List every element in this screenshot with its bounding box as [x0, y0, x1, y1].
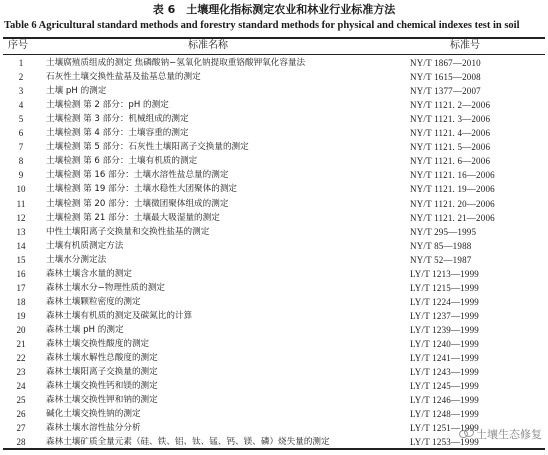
- standard-name: 森林土壤 pH 的测定: [46, 324, 124, 335]
- standard-number: NY/T 1121. 4—2006: [410, 128, 491, 139]
- table-row: [0, 365, 548, 379]
- table-row: [0, 323, 548, 337]
- table-row: [0, 112, 548, 126]
- table-row: [0, 309, 548, 323]
- table-row: [0, 295, 548, 309]
- standard-number: LY/T 1253—1999: [410, 437, 479, 448]
- watermark: [459, 425, 542, 443]
- standard-name: 森林土壤颗粒密度的测定: [46, 296, 141, 307]
- standard-number: NY/T 1377—2007: [410, 86, 481, 97]
- standard-name: 森林土壤水分−物理性质的测定: [46, 282, 165, 293]
- table-row: [0, 407, 548, 421]
- header-name: 标准名称: [188, 40, 228, 51]
- table-row: [0, 393, 548, 407]
- row-number: 24: [16, 381, 26, 392]
- standard-name: 森林土壤含水量的测定: [46, 268, 132, 279]
- header-no: 序号: [8, 40, 28, 51]
- standard-name: 土壤检测 第 20 部分：土壤微团聚体组成的测定: [46, 198, 229, 209]
- standard-name: 森林土壤交换性钙和镁的测定: [46, 381, 158, 392]
- row-number: 27: [16, 423, 26, 434]
- standard-name: 土壤检测 第 4 部分：土壤容重的测定: [46, 128, 189, 139]
- row-number: 5: [18, 114, 24, 125]
- row-number: 17: [16, 282, 26, 293]
- standard-name: 森林土壤水解性总酸度的测定: [46, 353, 158, 364]
- standard-number: NY/T 1121. 6—2006: [410, 156, 491, 167]
- standard-name: 森林土壤阳离子交换量的测定: [46, 367, 158, 378]
- row-number: 21: [16, 339, 26, 349]
- table-row: [0, 154, 548, 168]
- standard-name: 土壤检测 第 19 部分：土壤水稳性大团聚体的测定: [46, 184, 238, 195]
- table-row: [0, 56, 548, 70]
- row-number: 15: [16, 254, 26, 265]
- standard-number: NY/T 1121. 16—2006: [410, 170, 495, 181]
- standard-name: 土壤检测 第 2 部分：pH 的测定: [46, 100, 169, 111]
- row-number: 28: [16, 437, 26, 448]
- row-number: 25: [16, 395, 26, 406]
- table-row: [0, 197, 548, 211]
- standard-number: LY/T 1237—1999: [410, 310, 479, 321]
- standard-name: 土壤检测 第 16 部分：土壤水溶性盐总量的测定: [46, 170, 229, 181]
- standard-name: 碱化土壤交换性钠的测定: [46, 409, 141, 420]
- row-number: 13: [16, 226, 26, 237]
- standard-number: NY/T 1121. 3—2006: [410, 114, 491, 125]
- standard-name: 土壤检测 第 21 部分：土壤最大吸湿量的测定: [46, 212, 220, 223]
- chat-bubbles-icon: [459, 428, 473, 440]
- table-row: [0, 253, 548, 267]
- standard-number: NY/T 1121. 2—2006: [410, 100, 491, 111]
- table-title-cn: 表 6 土壤理化指标测定农业和林业行业标准方法: [152, 3, 396, 16]
- table-row: [0, 70, 548, 84]
- row-number: 26: [16, 409, 26, 420]
- row-number: 22: [16, 353, 26, 364]
- table-row: [0, 239, 548, 253]
- row-number: 7: [18, 142, 24, 153]
- row-number: 10: [16, 184, 26, 195]
- row-number: 9: [18, 170, 24, 181]
- standard-name: 森林土壤水溶性盐分分析: [46, 423, 141, 434]
- row-number: 4: [18, 100, 24, 111]
- standard-number: NY/T 1121. 21—2006: [410, 212, 495, 223]
- table-title-en: Table 6 Agricultural standard methods and forestry standard methods for physical and chemical indexes test in soil: [4, 20, 520, 31]
- row-number: 23: [16, 367, 26, 378]
- standard-number: NY/T 85—1988: [410, 240, 472, 251]
- standard-number: NY/T 1121. 5—2006: [410, 142, 491, 153]
- standard-number: NY/T 1615—2008: [410, 72, 481, 83]
- standard-number: LY/T 1251—1999: [410, 423, 479, 434]
- standard-name: 土壤检测 第 3 部分：机械组成的测定: [46, 114, 189, 125]
- standard-number: NY/T 1121. 20—2006: [410, 198, 495, 209]
- row-number: 20: [16, 324, 26, 335]
- standard-number: LY/T 1248—1999: [410, 409, 479, 420]
- table-header: [0, 38, 548, 54]
- standard-number: LY/T 1240—1999: [410, 339, 479, 349]
- table-row: [0, 337, 548, 351]
- standard-number: LY/T 1246—1999: [410, 395, 479, 406]
- header-std: 标准号: [450, 40, 480, 51]
- standard-number: LY/T 1245—1999: [410, 381, 479, 392]
- row-number: 6: [18, 128, 24, 139]
- row-number: 11: [16, 198, 26, 209]
- standard-number: NY/T 295—1995: [410, 226, 477, 237]
- standard-name: 土壤检测 第 6 部分：土壤有机质的测定: [46, 156, 198, 167]
- table-row: [0, 168, 548, 182]
- standard-name: 土壤检测 第 5 部分：石灰性土壤阳离子交换量的测定: [46, 142, 249, 153]
- standard-name: 土壤水分测定法: [46, 254, 107, 265]
- standard-name: 森林土壤交换性钾和钠的测定: [46, 395, 158, 406]
- table-row: [0, 267, 548, 281]
- row-number: 8: [18, 156, 24, 167]
- row-number: 18: [16, 296, 26, 307]
- row-number: 14: [16, 240, 26, 251]
- standard-number: NY/T 1867—2010: [410, 58, 481, 68]
- standard-name: 森林土壤交换性酸度的测定: [46, 339, 150, 349]
- row-number: 1: [18, 58, 24, 68]
- bottom-rule: [3, 448, 545, 450]
- standard-name: 森林土壤矿质全量元素（硅、铁、铝、钛、锰、钙、镁、磷）烧失量的测定: [46, 437, 330, 448]
- row-number: 2: [18, 72, 24, 83]
- table-row: [0, 351, 548, 365]
- standard-name: 石灰性土壤交换性盐基及盐基总量的测定: [46, 72, 201, 83]
- standard-name: 土壤有机质测定方法: [46, 240, 124, 251]
- table-row: [0, 182, 548, 196]
- standard-number: LY/T 1213—1999: [410, 268, 479, 279]
- table-row: [0, 225, 548, 239]
- standard-number: NY/T 1121. 19—2006: [410, 184, 495, 195]
- standard-number: LY/T 1239—1999: [410, 324, 479, 335]
- table-row: [0, 379, 548, 393]
- standard-number: LY/T 1241—1999: [410, 353, 479, 364]
- table-row: [0, 140, 548, 154]
- row-number: 3: [18, 86, 24, 97]
- standard-name: 森林土壤有机质的测定及碳氮比的计算: [46, 310, 193, 321]
- row-number: 12: [16, 212, 26, 223]
- table-row: [0, 84, 548, 98]
- row-number: 19: [16, 310, 26, 321]
- standard-number: LY/T 1243—1999: [410, 367, 479, 378]
- standard-number: LY/T 1215—1999: [410, 282, 479, 293]
- standard-name: 土壤 pH 的测定: [46, 86, 107, 97]
- standard-name: 中性土壤阳离子交换量和交换性盐基的测定: [46, 226, 210, 237]
- standard-name: 土壤腐殖质组成的测定 焦磷酸钠−氢氧化钠提取重铬酸钾氧化容量法: [46, 58, 306, 68]
- table-row: [0, 211, 548, 225]
- header-rule: [3, 54, 545, 55]
- table-row: [0, 98, 548, 112]
- watermark-text: 土壤生态修复: [476, 428, 542, 441]
- standard-number: NY/T 52—1987: [410, 254, 472, 265]
- table-row: [0, 281, 548, 295]
- table-row: [0, 126, 548, 140]
- row-number: 16: [16, 268, 26, 279]
- standard-number: LY/T 1224—1999: [410, 296, 479, 307]
